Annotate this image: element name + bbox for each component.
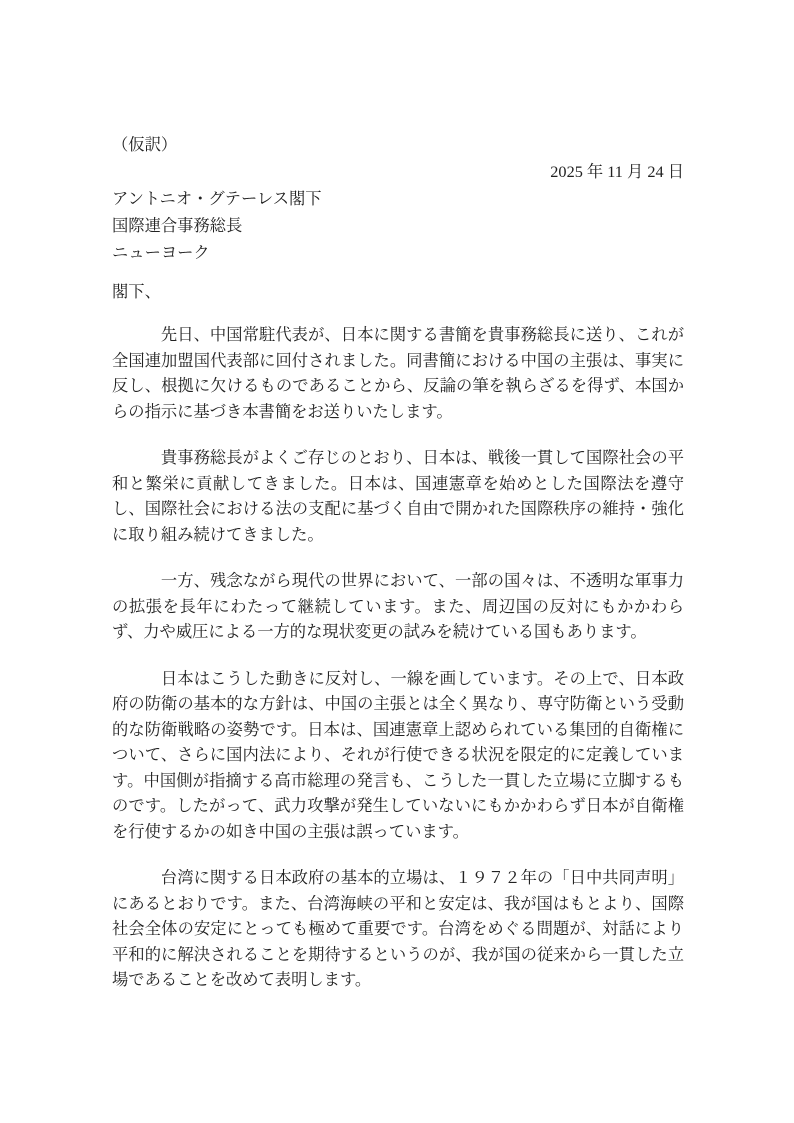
salutation: 閣下、 xyxy=(112,282,161,301)
letter-content xyxy=(112,131,684,1014)
paragraph-4: 日本はこうした動きに反対し、一線を画しています。その上で、日本政府の防衛の基本的な方針は、中国の主張とは全く異なり、専守防衛という受動的な防衛戦略の姿勢です。日本は、国連憲章上認められている集団的自衛権について、さらに国内法により、それが行使できる状況を限定的に定義しています。中国側が指摘する高市総理の発言も、こうした一貫した立場に立脚するものです。したがって、武力攻撃が発生していないにもかかわらず日本が自衛権を行使するかの如き中国の主張は誤っています。 xyxy=(112,668,684,841)
paragraph-5: 台湾に関する日本政府の基本的立場は、１９７２年の「日中共同声明」にあるとおりです。また、台湾海峡の平和と安定は、我が国はもとより、国際社会全体の安定にとっても極めて重要です。台湾をめぐる問題が、対話により平和的に解決されることを期待するというのが、我が国の従来から一貫した立場であることを改めて表明します。 xyxy=(112,868,684,989)
spacer xyxy=(112,305,684,322)
recipient-location: ニューヨーク xyxy=(112,243,210,262)
spacer xyxy=(112,266,684,278)
paragraph-1: 先日、中国常駐代表が、日本に関する書簡を貴事務総長に送り、これが全国連加盟国代表部に回付されました。同書簡における中国の主張は、事実に反し、根拠に欠けるものであることから、反論の筆を執らざるを得ず、本国からの指示に基づき本書簡をお送りいたします。 xyxy=(112,325,684,421)
paragraph-3: 一方、残念ながら現代の世界において、一部の国々は、不透明な軍事力の拡張を長年にわたって継続しています。また、周辺国の反対にもかかわらず、力や威圧による一方的な現状変更の試みを続けている国もあります。 xyxy=(112,571,684,641)
recipient-title: 国際連合事務総長 xyxy=(112,216,243,235)
provisional-translation-label: （仮訳） xyxy=(112,135,178,154)
recipient-name: アントニオ・グテーレス閣下 xyxy=(112,189,322,208)
letter-date: 2025 年 11 月 24 日 xyxy=(550,162,684,181)
paragraph-2: 貴事務総長がよくご存じのとおり、日本は、戦後一貫して国際社会の平和と繁栄に貢献してきました。日本は、国連憲章を始めとした国際法を遵守し、国際社会における法の支配に基づく自由で開かれた国際秩序の維持・強化に取り組み続けてきました。 xyxy=(112,448,684,544)
